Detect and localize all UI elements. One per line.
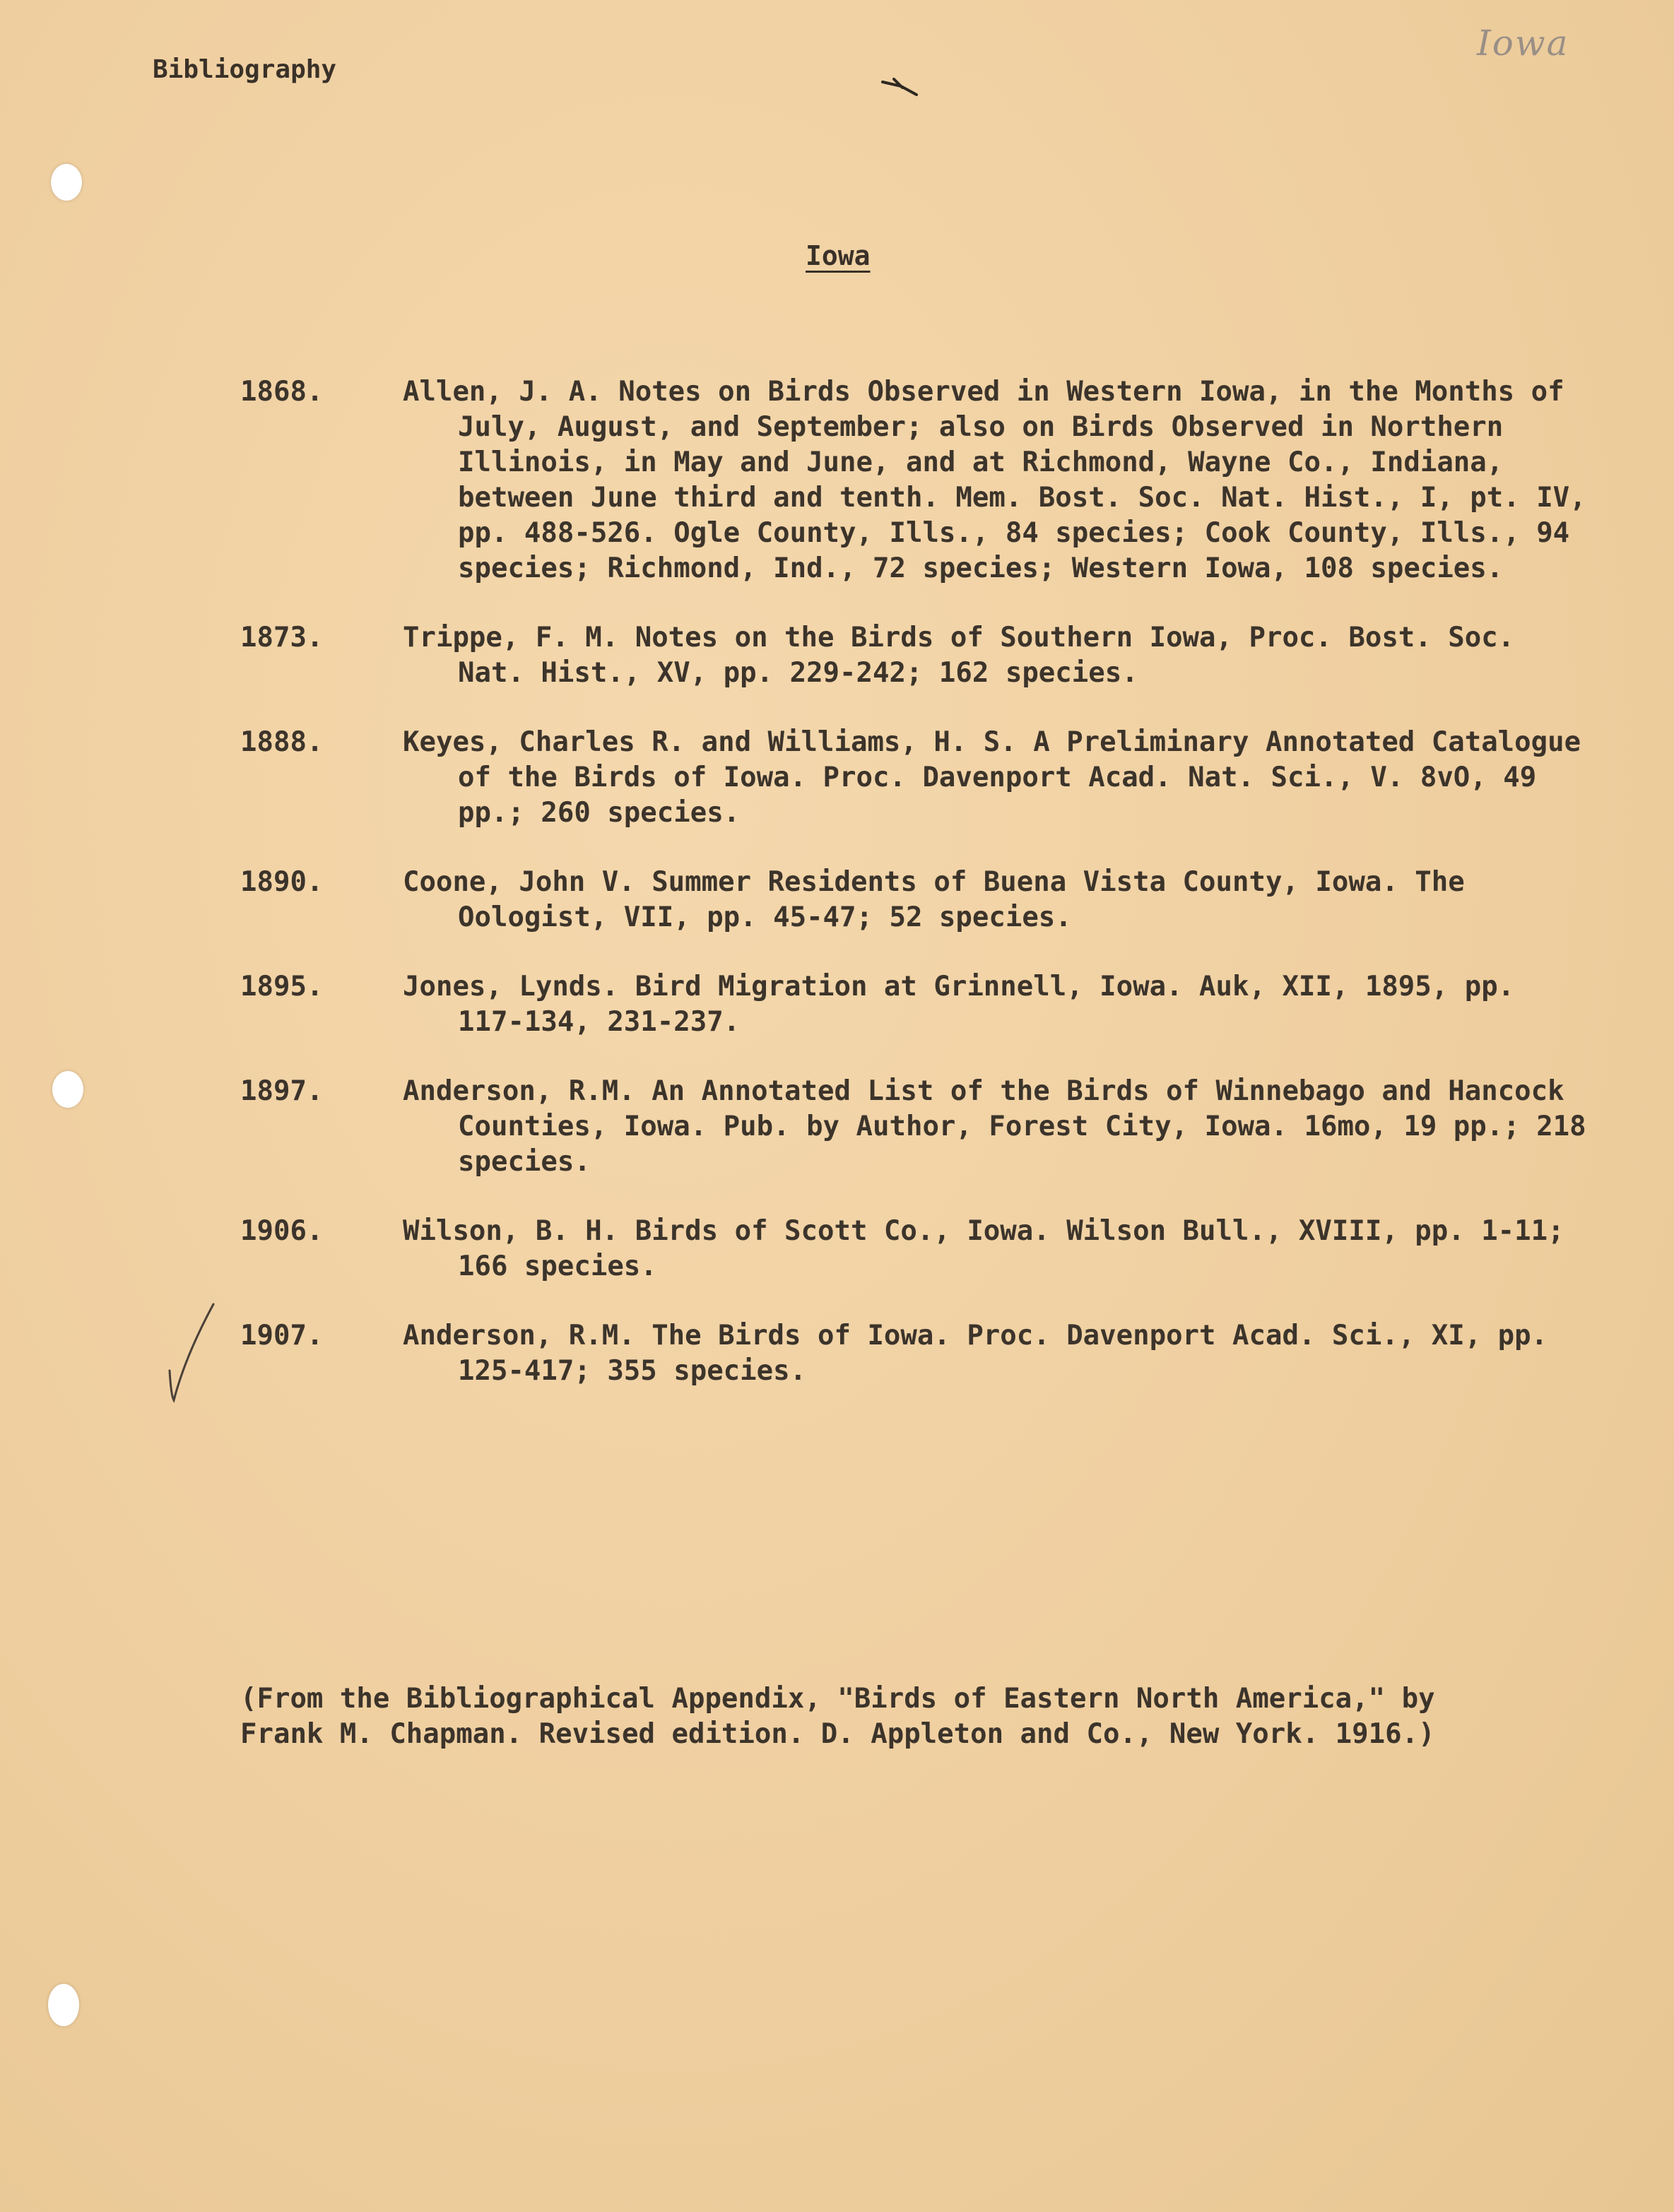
bibliography-entry	[240, 1214, 1576, 1284]
entry-citation: Jones, Lynds. Bird Migration at Grinnell, Iowa. Auk, XII, 1895, pp. 117-134, 231-237.	[403, 971, 1515, 1038]
entry-year: 1888.	[240, 726, 324, 758]
document-header: Bibliography	[153, 55, 337, 84]
entry-year: 1890.	[240, 866, 324, 898]
entry-citation: Anderson, R.M. The Birds of Iowa. Proc. Davenport Acad. Sci., XI, pp. 125-417; 355 species.	[403, 1320, 1548, 1387]
entry-citation: Trippe, F. M. Notes on the Birds of Southern Iowa, Proc. Bost. Soc. Nat. Hist., XV, pp. 229-242; 162 species.	[403, 622, 1515, 689]
bibliography-entry	[240, 969, 1576, 1040]
stray-pen-mark	[880, 76, 922, 97]
bibliography-list	[240, 374, 1586, 1423]
entry-year: 1897.	[240, 1075, 324, 1107]
bibliography-entry	[240, 1318, 1576, 1389]
punch-hole-top	[51, 164, 82, 201]
bibliography-entry	[240, 374, 1586, 586]
punch-hole-middle	[52, 1071, 83, 1108]
handwritten-note: Iowa	[1477, 23, 1569, 64]
page-title: Iowa	[806, 240, 871, 271]
bibliography-entry	[240, 725, 1581, 831]
bibliography-entry	[240, 865, 1576, 935]
source-footnote: (From the Bibliographical Appendix, "Birds of Eastern North America," by Frank M. Chapman. Revised edition. D. Appleton and Co., New York. 1916.)	[240, 1683, 1435, 1750]
entry-year: 1907.	[240, 1320, 324, 1352]
entry-year: 1895.	[240, 971, 324, 1003]
punch-hole-bottom	[48, 1984, 79, 2026]
entry-citation: Keyes, Charles R. and Williams, H. S. A Preliminary Annotated Catalogue of the Birds of Iowa. Proc. Davenport Acad. Nat. Sci., V. 8vO, 49 pp.; 260 species.	[403, 726, 1581, 829]
entry-year: 1868.	[240, 376, 324, 408]
entry-citation: Coone, John V. Summer Residents of Buena Vista County, Iowa. The Oologist, VII, pp. 45-47; 52 species.	[403, 866, 1465, 933]
bibliography-entry	[240, 620, 1576, 691]
entry-citation: Allen, J. A. Notes on Birds Observed in Western Iowa, in the Months of July, August, and September; also on Birds Observed in Northern Illinois, in May and June, and at Richmond, Wayne Co., Indiana, between June third and tenth. Mem. Bost. Soc. Nat. Hist., I, pt. IV, pp. 488-526. Ogle County, Ills., 84 species; Cook County, Ills., 94 species; Richmond, Ind., 72 species; Western Iowa, 108 species.	[403, 376, 1586, 584]
bibliography-entry	[240, 1074, 1586, 1180]
entry-year: 1873.	[240, 622, 324, 653]
entry-citation: Wilson, B. H. Birds of Scott Co., Iowa. Wilson Bull., XVIII, pp. 1-11; 166 species.	[403, 1215, 1564, 1282]
entry-year: 1906.	[240, 1215, 324, 1247]
handwritten-check-mark	[164, 1300, 220, 1406]
entry-citation: Anderson, R.M. An Annotated List of the Birds of Winnebago and Hancock Counties, Iowa. Pub. by Author, Forest City, Iowa. 16mo, 19 pp.; 218 species.	[403, 1075, 1586, 1178]
